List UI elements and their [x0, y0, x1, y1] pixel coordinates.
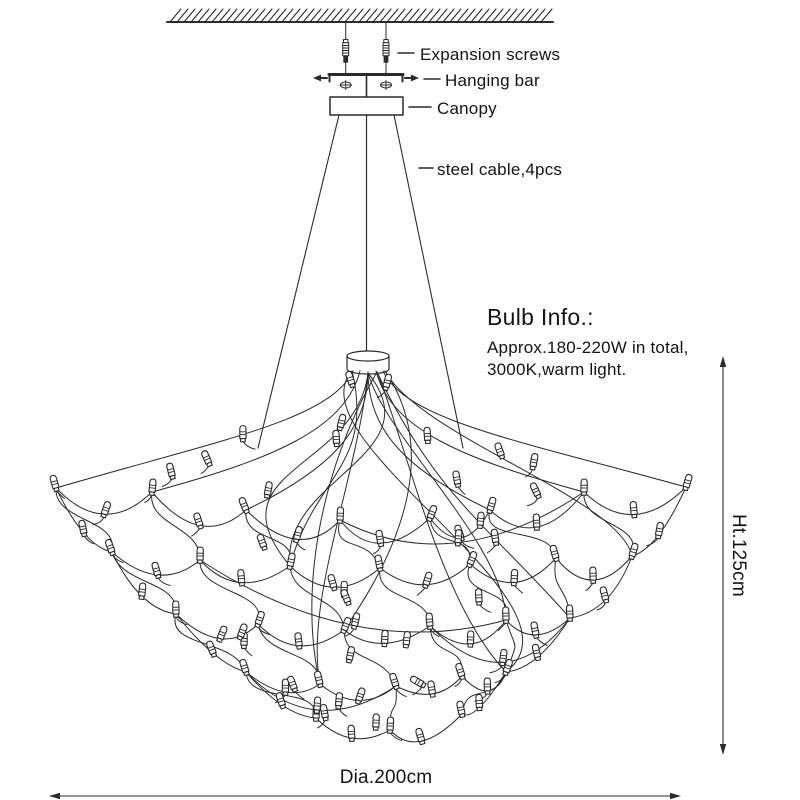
bulb-info-line-2: 3000K,warm light. [487, 360, 627, 379]
bulb-info-line-1: Approx.180-220W in total, [487, 338, 689, 357]
steel-cables [258, 115, 463, 448]
callout-expansion-screws: Expansion screws [420, 45, 561, 64]
callout-leaders [398, 53, 440, 168]
mount-assembly [313, 22, 419, 115]
callout-canopy: Canopy [437, 99, 497, 118]
chandelier-wires [56, 351, 686, 742]
height-dimension-label: Ht.125cm [727, 514, 749, 597]
ceiling [167, 9, 553, 22]
bulbs [49, 371, 692, 745]
bulb-info-title: Bulb Info.: [487, 304, 594, 330]
callout-steel-cable: steel cable,4pcs [437, 160, 563, 179]
callout-hanging-bar: Hanging bar [445, 71, 540, 90]
diameter-dimension-label: Dia.200cm [339, 767, 433, 788]
